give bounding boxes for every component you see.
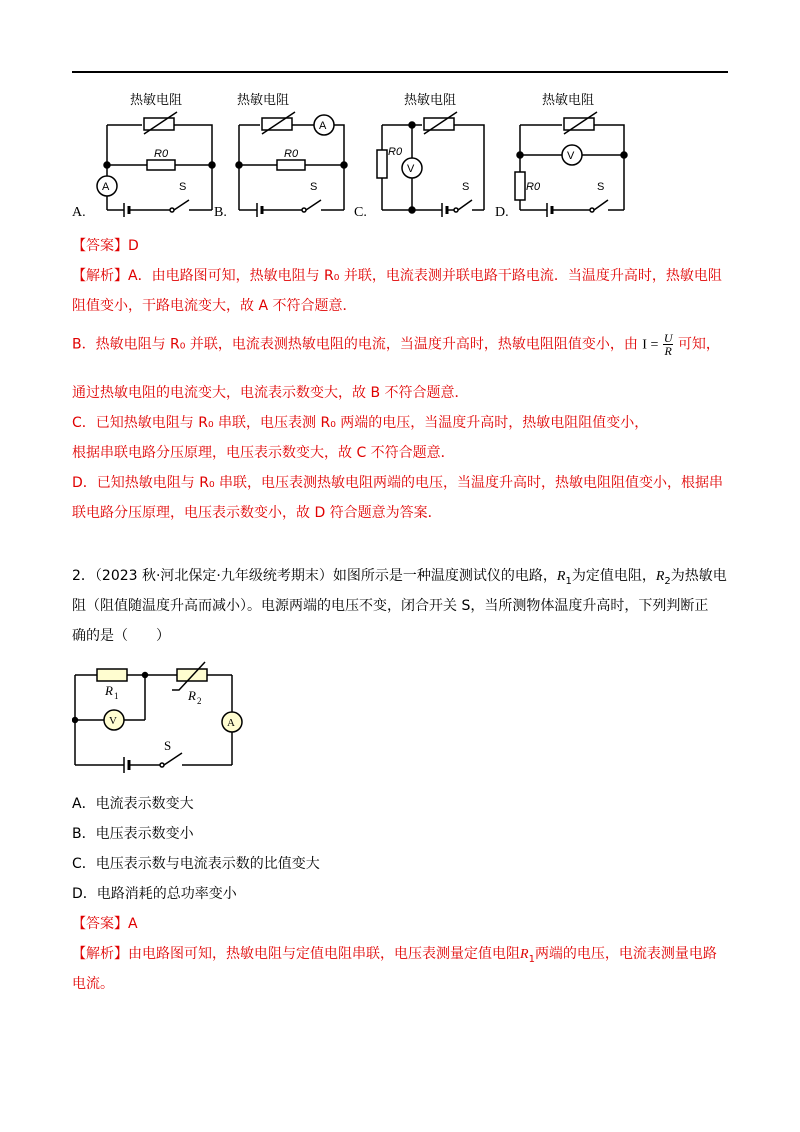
circuit-a-title: 热敏电阻 bbox=[130, 92, 183, 107]
circuit-d-title: 热敏电阻 bbox=[542, 92, 595, 107]
option-a-label: A. bbox=[72, 205, 86, 220]
q2-ammeter-label: A bbox=[227, 717, 235, 729]
circuit-b-title: 热敏电阻 bbox=[237, 92, 290, 107]
svg-text:V: V bbox=[407, 163, 415, 175]
q2-circuit-diagram bbox=[72, 640, 247, 780]
q2-stem-line-2: 阻（阻值随温度升高而减小）。电源两端的电压不变，闭合开关 S，当所测物体温度升高时，下列判断正 bbox=[72, 598, 709, 614]
circuit-b bbox=[236, 92, 347, 217]
q1-analysis-line-6: 根据串联电路分压原理，电压表示数变大，故 C 不符合题意． bbox=[72, 445, 455, 461]
q1-circuit-diagrams bbox=[72, 90, 732, 225]
svg-text:S: S bbox=[179, 181, 187, 193]
option-c-label: C. bbox=[354, 205, 367, 220]
svg-text:R0: R0 bbox=[284, 148, 299, 160]
svg-text:S: S bbox=[310, 181, 318, 193]
q1-analysis-line-7: D．已知热敏电阻与 R₀ 串联，电压表测热敏电阻两端的电压，当温度升高时，热敏电阻阻值变小，根据串 bbox=[72, 475, 724, 491]
q2-r1-label: R bbox=[105, 683, 113, 698]
svg-text:R0: R0 bbox=[526, 181, 541, 193]
q2-stem-line-3: 确的是（ ） bbox=[72, 628, 170, 644]
q2-analysis-line-1: 【解析】由电路图可知，热敏电阻与定值电阻串联，电压表测量定值电阻$R_1$两端的电压，电流表测量电路 bbox=[72, 946, 717, 965]
svg-text:R0: R0 bbox=[154, 148, 169, 160]
option-d-label: D. bbox=[495, 205, 509, 220]
q2-answer: 【答案】A bbox=[72, 916, 138, 932]
q2-choice-c: C．电压表示数与电流表示数的比值变大 bbox=[72, 856, 320, 872]
circuit-d bbox=[515, 92, 627, 217]
q2-switch-label: S bbox=[164, 738, 172, 753]
circuit-c-title: 热敏电阻 bbox=[404, 92, 457, 107]
q1-analysis-line-5: C．已知热敏电阻与 R₀ 串联，电压表测 R₀ 两端的电压，当温度升高时，热敏电阻阻值变小， bbox=[72, 415, 649, 431]
q2-choice-b: B．电压表示数变小 bbox=[72, 826, 194, 842]
q2-stem-line-1: 2．（2023 秋·河北保定·九年级统考期末）如图所示是一种温度测试仪的电路，$R_1$为定值电阻，$R_2$为热敏电 bbox=[72, 568, 727, 587]
q1-analysis-line-3: B．热敏电阻与 R₀ 并联，电流表测热敏电阻的电流，当温度升高时，热敏电阻阻值变小，由 I = $\frac{U}{R}$ 可知， bbox=[72, 331, 720, 358]
q2-choice-d: D．电路消耗的总功率变小 bbox=[72, 886, 237, 902]
svg-text:V: V bbox=[567, 150, 575, 162]
q1-answer: 【答案】D bbox=[72, 238, 139, 254]
q1-analysis-line-2: 阻值变小，干路电流变大，故 A 不符合题意． bbox=[72, 298, 357, 314]
q1-analysis-line-8: 联电路分压原理，电压表示数变小，故 D 符合题意为答案． bbox=[72, 505, 442, 521]
svg-text:1: 1 bbox=[114, 691, 119, 701]
svg-text:R0: R0 bbox=[388, 146, 403, 158]
q2-voltmeter-label: V bbox=[109, 715, 117, 727]
q1-analysis-line-1: 【解析】A．由电路图可知，热敏电阻与 R₀ 并联，电流表测并联电路干路电流．当温度升高时，热敏电阻 bbox=[72, 268, 722, 284]
formula-fraction: $\frac{U}{R}$ bbox=[663, 331, 673, 358]
q1-analysis-line-4: 通过热敏电阻的电流变大，电流表示数变大，故 B 不符合题意． bbox=[72, 385, 469, 401]
svg-text:2: 2 bbox=[197, 696, 202, 706]
q2-choice-a: A．电流表示数变大 bbox=[72, 796, 194, 812]
formula-lhs: I = bbox=[642, 337, 659, 353]
svg-text:S: S bbox=[597, 181, 605, 193]
q2-r2-label: R bbox=[188, 688, 196, 703]
svg-text:S: S bbox=[462, 181, 470, 193]
circuit-a bbox=[97, 92, 215, 217]
header-rule bbox=[72, 71, 728, 73]
q2-analysis-line-2: 电流。 bbox=[72, 976, 114, 992]
svg-text:A: A bbox=[102, 181, 110, 193]
option-b-label: B. bbox=[214, 205, 227, 220]
svg-text:A: A bbox=[319, 120, 327, 132]
circuit-c bbox=[377, 92, 484, 217]
